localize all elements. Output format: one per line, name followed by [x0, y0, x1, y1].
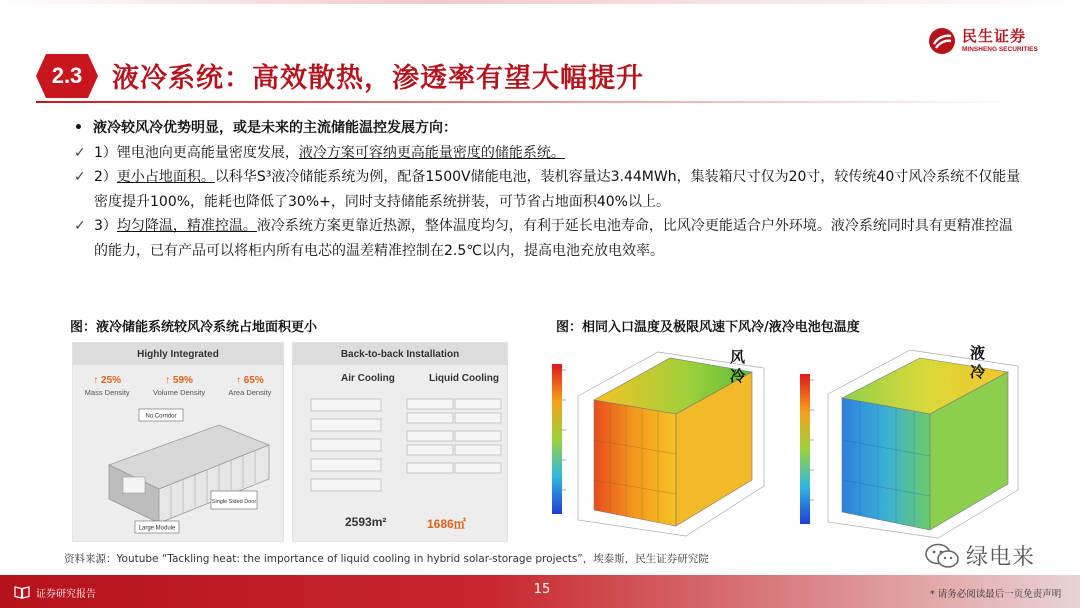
panel-back-to-back-title: Back-to-back Installation — [293, 343, 507, 365]
brand-logo — [928, 24, 1058, 58]
air-cooling-label: Air Cooling — [341, 373, 395, 384]
bullet-3-number: 3） — [94, 218, 117, 234]
brand-mark-icon — [928, 27, 956, 55]
check-icon: ✓ — [74, 218, 86, 234]
liquid-cooling-area: 1686㎡ — [427, 517, 466, 531]
bullet-dot: • — [74, 120, 83, 136]
figure-left-caption: 图：液冷储能系统较风冷系统占地面积更小 — [70, 320, 318, 335]
brand-name-cn: 民生证券 — [962, 26, 1027, 45]
watermark-text: 绿电来 — [966, 545, 1036, 570]
bullet-3-body: 液冷系统方案更靠近热源，整体温度均匀，有利于延长电池寿命，比风冷更能适合户外环境。液冷系统同时具有更精准控温的能力，已有产品可以将柜内所有电芯的温差精准控制在2.5℃以内，提高电池充放电效率。 — [94, 218, 1013, 259]
bullet-2-body: 以科华S³液冷储能系统为例，配备1500V储能电池，装机容量达3.44MWh，集装箱尺寸仅为20寸，较传统40寸风冷系统不仅能量密度提升100%，能耗也降低了30%+，同时支持储能系统拼装，可节省占地面积40%以上。 — [94, 169, 1021, 210]
check-icon: ✓ — [74, 169, 86, 185]
source-note: 资料来源：Youtube “Tackling heat: the importance of liquid cooling in hybrid solar-storage projects”，埃泰斯，民生证券研究院 — [64, 553, 709, 565]
liquid-pack-front — [842, 398, 930, 530]
temperature-scale-liquid — [800, 374, 810, 524]
panel-highly-integrated-title: Highly Integrated — [73, 343, 283, 365]
air-cooling-area: 2593m² — [345, 515, 387, 529]
stat-volume-density — [153, 375, 205, 397]
stat-mass-density — [85, 375, 130, 397]
layout-illustration — [303, 389, 503, 519]
air-pack-front — [594, 400, 676, 526]
stat-label: Mass Density — [84, 388, 130, 397]
bullet-2-highlight: 更小占地面积。 — [116, 169, 215, 185]
air-cooling-tag: 风冷 — [730, 348, 746, 385]
density-stats — [73, 365, 283, 397]
panel-highly-integrated — [72, 342, 284, 542]
bullet-2-number: 2） — [94, 169, 117, 185]
bullet-item-1 — [74, 141, 1024, 166]
page-title: 液冷系统：高效散热，渗透率有望大幅提升 — [112, 63, 644, 94]
container-illustration — [79, 405, 279, 539]
callout-no-corridor: No Corridor — [145, 413, 177, 420]
brand-name-en: MINSHENG SECURITIES — [962, 45, 1038, 53]
footer-report-label: 证券研究报告 — [36, 589, 96, 600]
book-icon — [14, 585, 30, 599]
bullet-list — [74, 116, 1024, 263]
stat-area-density — [228, 375, 271, 397]
stat-label: Area Density — [228, 388, 272, 397]
bullet-3-highlight: 均匀降温，精准控温。 — [116, 218, 257, 234]
stat-value: ↑ 25% — [93, 375, 122, 386]
battery-temperature-heatmaps — [538, 340, 1022, 540]
page-number: 15 — [533, 582, 551, 597]
bullet-item-3 — [74, 214, 1024, 263]
stat-value: ↑ 65% — [235, 375, 264, 386]
title-divider — [36, 101, 1016, 103]
panel-back-to-back — [292, 342, 508, 542]
liquid-cooling-tag: 液冷 — [970, 344, 986, 381]
footer-disclaimer: * 请务必阅读最后一页免责声明 — [930, 589, 1062, 600]
section-number: 2.3 — [51, 63, 83, 88]
callout-single-sided-door: Single Sided Door — [211, 499, 257, 505]
wechat-icon — [924, 542, 960, 570]
bullet-main-text: 液冷较风冷优势明显，或是未来的主流储能温控发展方向： — [92, 120, 457, 136]
figure-right-caption: 图：相同入口温度及极限风速下风冷/液冷电池包温度 — [556, 320, 860, 335]
watermark — [924, 540, 1035, 571]
stat-value: ↑ 59% — [165, 375, 193, 386]
check-icon: ✓ — [74, 144, 86, 161]
callout-large-module: Large Module — [138, 525, 176, 532]
liquid-cooling-label: Liquid Cooling — [429, 373, 499, 384]
stat-label: Volume Density — [152, 388, 206, 397]
temperature-scale-air — [552, 364, 562, 514]
bullet-item-2 — [74, 165, 1024, 214]
bullet-1-lead: 1）锂电池向更高能量密度发展， — [94, 144, 299, 161]
bullet-1-highlight: 液冷方案可容纳更高能量密度的储能系统。 — [298, 144, 565, 161]
bullet-main — [74, 116, 1024, 141]
top-accent-line — [0, 0, 1080, 4]
